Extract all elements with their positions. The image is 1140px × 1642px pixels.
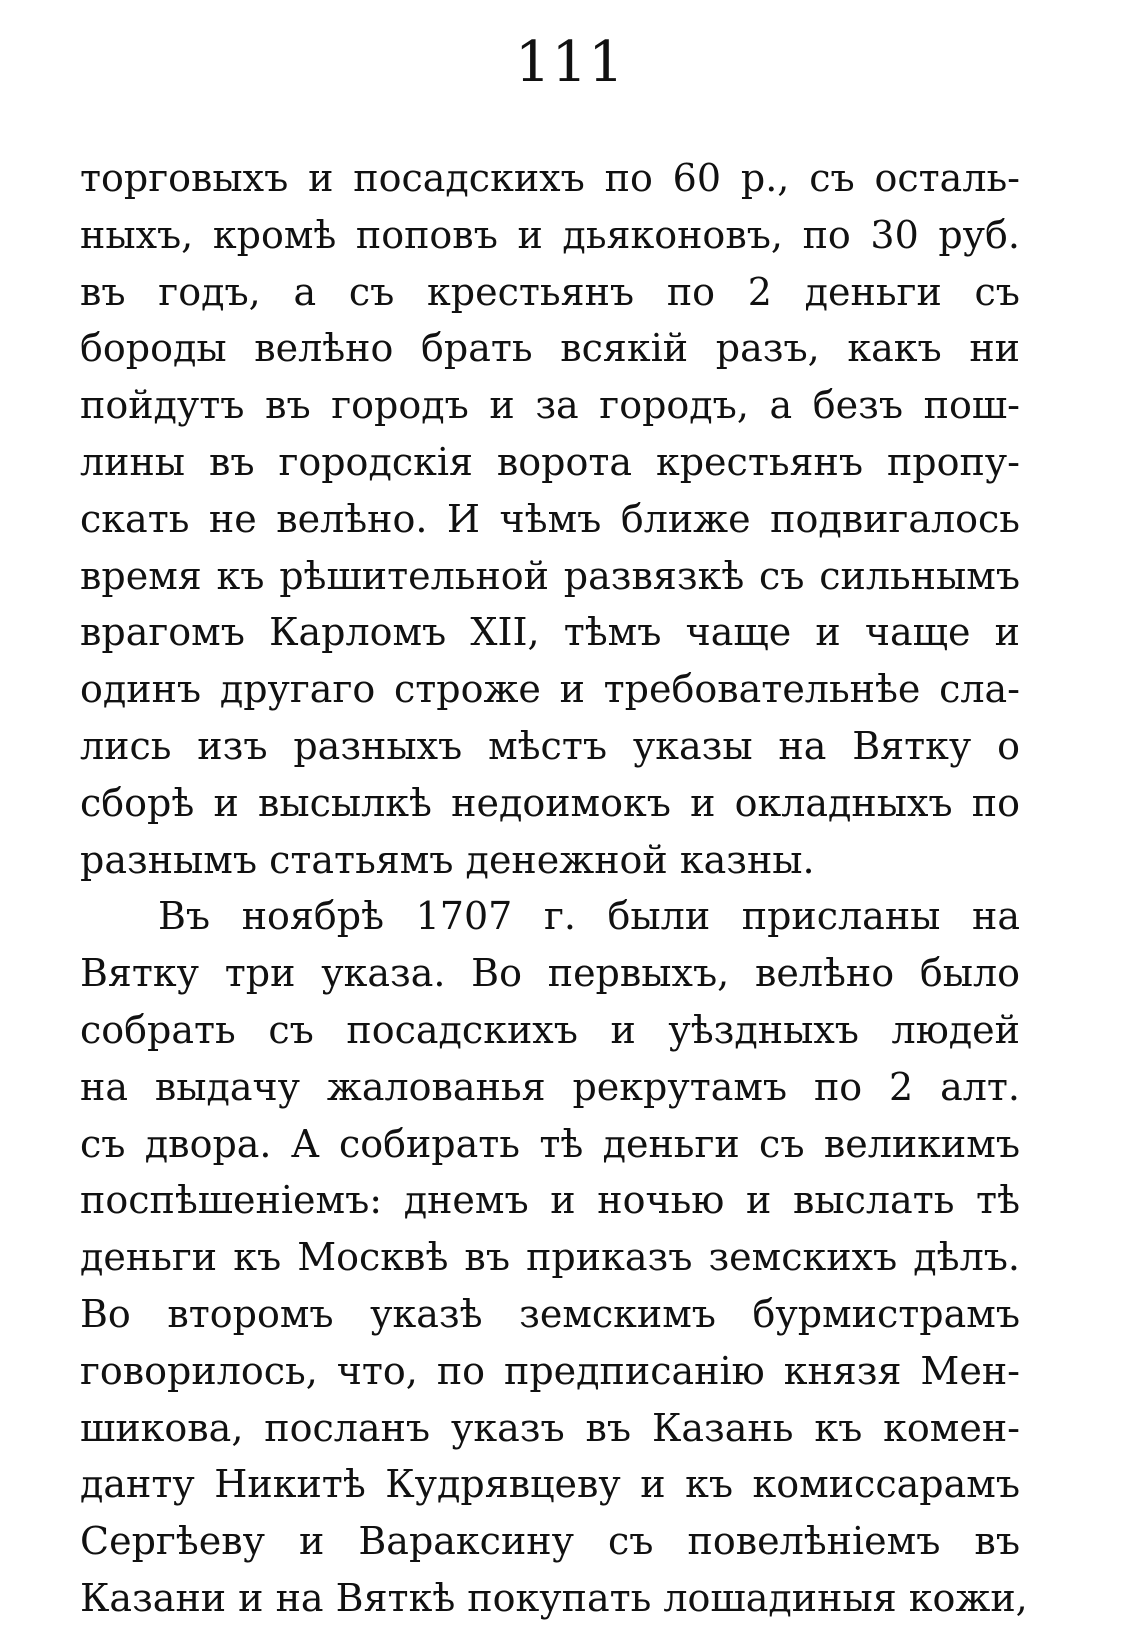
text-line: въ годъ, а съ крестьянъ по 2 деньги съ bbox=[80, 269, 1020, 314]
paragraph-2 bbox=[80, 888, 1028, 1626]
text-line: лины въ городскія ворота крестьянъ пропу- bbox=[80, 439, 1020, 484]
text-line: торговыхъ и посадскихъ по 60 р., съ осталь- bbox=[80, 156, 1020, 200]
paragraph-1 bbox=[80, 150, 1020, 888]
text-line: бороды велѣно брать всякій разъ, какъ ни bbox=[80, 326, 1020, 371]
text-line: время къ рѣшительной развязкѣ съ сильнымъ bbox=[80, 553, 1020, 598]
text-line: на выдачу жалованья рекрутамъ по 2 алт. bbox=[80, 1064, 1020, 1109]
text-line: пойдутъ въ городъ и за городъ, а безъ пош- bbox=[80, 383, 1020, 428]
text-line: разнымъ статьямъ денежной казны. bbox=[80, 837, 815, 882]
text-line: лись изъ разныхъ мѣстъ указы на Вятку о bbox=[80, 723, 1020, 768]
body-text bbox=[80, 150, 1028, 1627]
text-line: одинъ другаго строже и требовательнѣе сла- bbox=[80, 667, 1020, 712]
text-line: врагомъ Карломъ XII, тѣмъ чаще и чаще и bbox=[80, 610, 1020, 655]
text-line: данту Никитѣ Кудрявцеву и къ комиссарамъ bbox=[80, 1462, 1020, 1507]
page-number: 111 bbox=[515, 30, 625, 95]
text-line: съ двора. А собирать тѣ деньги съ великимъ bbox=[80, 1121, 1020, 1166]
text-line: сборѣ и высылкѣ недоимокъ и окладныхъ по bbox=[80, 780, 1020, 825]
text-line: шикова, посланъ указъ въ Казань къ комен- bbox=[80, 1405, 1020, 1450]
text-line: Въ ноябрѣ 1707 г. были присланы на bbox=[158, 894, 1020, 939]
text-line: ныхъ, кромѣ поповъ и дьяконовъ, по 30 руб. bbox=[80, 212, 1020, 257]
text-line: скать не велѣно. И чѣмъ ближе подвигалось bbox=[80, 496, 1020, 541]
text-line: говорилось, что, по предписанію князя Мен- bbox=[80, 1348, 1020, 1393]
text-line: Сергѣеву и Вараксину съ повелѣніемъ въ bbox=[80, 1519, 1020, 1564]
text-line: Вятку три указа. Во первыхъ, велѣно было bbox=[80, 951, 1020, 996]
text-line: Во второмъ указѣ земскимъ бурмистрамъ bbox=[80, 1291, 1020, 1336]
text-line: собрать съ посадскихъ и уѣздныхъ людей bbox=[80, 1007, 1020, 1052]
text-line: деньги къ Москвѣ въ приказъ земскихъ дѣлъ. bbox=[80, 1235, 1020, 1280]
text-line: Казани и на Вяткѣ покупать лошадиныя кожи, bbox=[80, 1575, 1028, 1620]
text-line: поспѣшеніемъ: днемъ и ночью и выслать тѣ bbox=[80, 1178, 1020, 1223]
